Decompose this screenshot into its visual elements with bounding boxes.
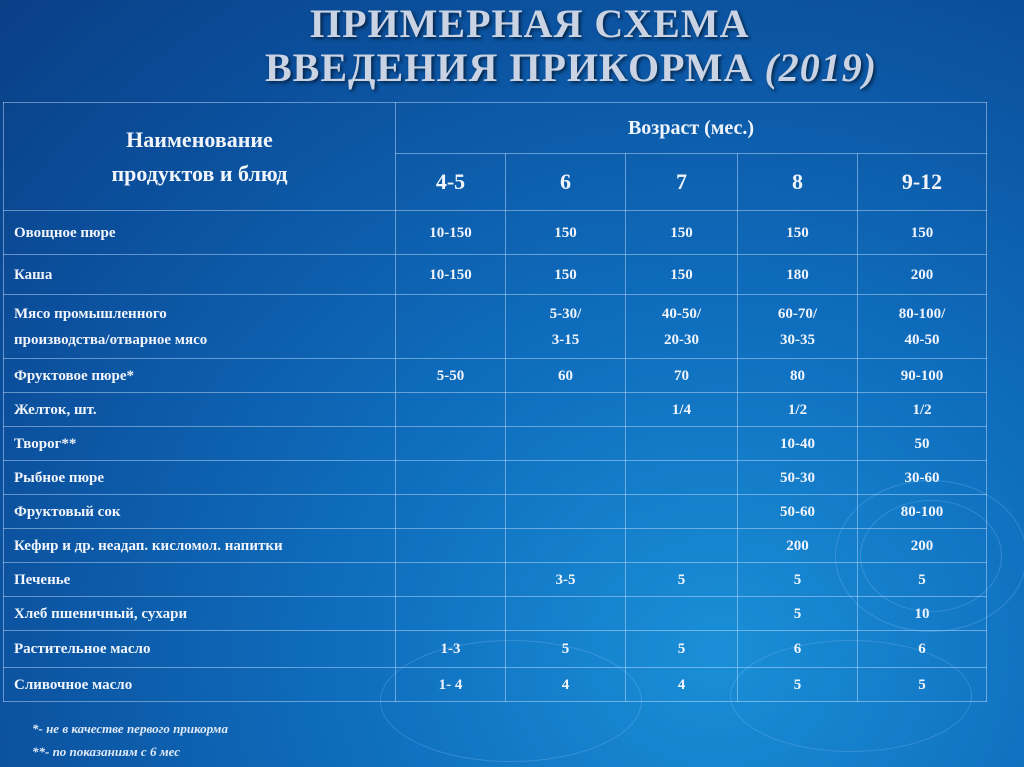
amount-line: 30-35 (780, 331, 815, 348)
amount-cell (858, 393, 987, 427)
product-name-cell (4, 255, 396, 295)
product-name-cell (4, 461, 396, 495)
product-name-line: Печенье (14, 571, 71, 588)
amount-cell (396, 668, 506, 702)
amount-line: 10 (914, 605, 930, 622)
amount-line: 10-150 (429, 266, 472, 283)
amount-line: 150 (554, 266, 577, 283)
amount-cell (738, 295, 858, 359)
table-row (4, 461, 987, 495)
amount-line: 3-15 (551, 331, 580, 348)
amount-cell (506, 359, 626, 393)
product-name-line: Сливочное масло (14, 676, 133, 693)
table-row (4, 427, 987, 461)
amount-line: 80 (790, 367, 805, 384)
table-row (4, 529, 987, 563)
amount-cell (506, 211, 626, 255)
amount-cell (396, 295, 506, 359)
table-row (4, 359, 987, 393)
amount-line: 5 (793, 605, 802, 622)
amount-line: 5 (918, 571, 926, 588)
feeding-schedule-table (3, 102, 987, 702)
product-name-line: Рыбное пюре (14, 469, 105, 486)
amount-cell (506, 427, 626, 461)
amount-line: 20-30 (664, 331, 699, 348)
amount-line: 10-150 (429, 224, 472, 241)
amount-cell (396, 529, 506, 563)
amount-cell (506, 461, 626, 495)
product-name-cell (4, 295, 396, 359)
amount-line: 200 (786, 537, 809, 554)
amount-cell (396, 461, 506, 495)
amount-line: 200 (910, 266, 934, 283)
amount-cell (738, 631, 858, 668)
amount-line: 150 (786, 224, 809, 241)
product-name-cell (4, 668, 396, 702)
amount-line: 5-50 (436, 367, 465, 384)
amount-line: 1/2 (912, 401, 932, 418)
amount-line: 50-30 (780, 469, 815, 486)
amount-cell (626, 563, 738, 597)
amount-line: 3-5 (555, 571, 576, 588)
amount-cell (858, 255, 987, 295)
amount-line: 40-50 (904, 331, 940, 348)
amount-cell (738, 529, 858, 563)
amount-cell (738, 393, 858, 427)
page-title-main: ВВЕДЕНИЯ ПРИКОРМА (265, 45, 765, 90)
amount-line: 5 (677, 641, 686, 657)
amount-cell (396, 427, 506, 461)
amount-cell (626, 461, 738, 495)
page-title-year: (2019) (764, 45, 878, 90)
age-header: Возраст (мес.) (396, 103, 987, 154)
product-name-line: Желток, шт. (14, 401, 97, 418)
amount-line: 150 (670, 266, 693, 283)
amount-line: 1- 4 (438, 676, 463, 693)
amount-cell (858, 211, 987, 255)
age-column-header: 6 (506, 154, 626, 211)
amount-cell (858, 668, 987, 702)
amount-cell (626, 295, 738, 359)
amount-cell (626, 427, 738, 461)
footnote-1: *- не в качестве первого прикорма (32, 721, 228, 736)
amount-cell (738, 563, 858, 597)
amount-cell (738, 461, 858, 495)
amount-cell (626, 668, 738, 702)
age-column-header: 4-5 (396, 154, 506, 211)
amount-cell (506, 563, 626, 597)
amount-cell (626, 631, 738, 668)
amount-cell (858, 359, 987, 393)
product-name-line: Кефир и др. неадап. кисломол. напитки (14, 537, 283, 554)
amount-cell (626, 495, 738, 529)
product-name-line: Творог** (14, 435, 77, 452)
amount-cell (858, 295, 987, 359)
product-name-cell (4, 393, 396, 427)
product-name-cell (4, 631, 396, 668)
product-name-line: Мясо промышленного (14, 305, 167, 322)
amount-cell (396, 597, 506, 631)
amount-cell (626, 529, 738, 563)
product-name-header (4, 103, 396, 211)
amount-line: 5 (793, 571, 802, 588)
product-name-cell (4, 427, 396, 461)
amount-cell (506, 668, 626, 702)
amount-cell (858, 427, 987, 461)
product-name-line: Фруктовый сок (14, 503, 121, 520)
amount-line: 5 (561, 641, 570, 657)
product-name-line: Каша (14, 266, 53, 283)
age-column-header: 7 (626, 154, 738, 211)
product-name-cell (4, 359, 396, 393)
amount-line: 150 (554, 224, 577, 241)
product-name-cell (4, 495, 396, 529)
table-row (4, 597, 987, 631)
table-row (4, 295, 987, 359)
amount-cell (506, 295, 626, 359)
amount-cell (738, 255, 858, 295)
amount-cell (626, 393, 738, 427)
amount-cell (858, 495, 987, 529)
table-row (4, 255, 987, 295)
amount-cell (626, 597, 738, 631)
amount-line: 200 (910, 537, 934, 554)
product-name-cell (4, 563, 396, 597)
page-title-line-1: ПРИМЕРНАЯ СХЕМА (310, 1, 750, 46)
table-row (4, 563, 987, 597)
amount-line: 150 (670, 224, 693, 241)
page-title-line-2 (265, 44, 877, 91)
amount-line: 50 (914, 435, 930, 452)
amount-line: 150 (910, 224, 934, 241)
table-row (4, 668, 987, 702)
product-name-line: Растительное масло (14, 641, 151, 657)
amount-line: 4 (677, 676, 686, 693)
amount-line: 1-3 (440, 641, 461, 657)
amount-line: 180 (786, 266, 809, 283)
amount-line: 5 (677, 571, 686, 588)
amount-cell (738, 211, 858, 255)
amount-line: 60-70/ (777, 305, 818, 322)
amount-line: 80-100/ (898, 305, 946, 322)
amount-cell (396, 211, 506, 255)
amount-cell (858, 597, 987, 631)
header-line: Наименование (126, 126, 273, 152)
amount-line: 10-40 (780, 435, 815, 452)
amount-cell (858, 529, 987, 563)
product-name-line: производства/отварное мясо (14, 331, 208, 348)
amount-cell (506, 495, 626, 529)
table-row (4, 631, 987, 668)
table-row (4, 495, 987, 529)
amount-cell (506, 529, 626, 563)
product-name-cell (4, 597, 396, 631)
amount-line: 6 (918, 641, 926, 657)
amount-cell (738, 597, 858, 631)
amount-cell (858, 461, 987, 495)
amount-line: 5 (793, 676, 802, 693)
amount-line: 50-60 (780, 503, 815, 520)
amount-cell (858, 631, 987, 668)
amount-line: 5-30/ (549, 305, 582, 322)
amount-cell (626, 255, 738, 295)
amount-cell (506, 597, 626, 631)
amount-line: 90-100 (900, 367, 944, 384)
product-name-cell (4, 529, 396, 563)
amount-cell (506, 631, 626, 668)
amount-cell (506, 393, 626, 427)
amount-cell (858, 563, 987, 597)
amount-cell (738, 359, 858, 393)
amount-line: 1/4 (671, 401, 692, 418)
amount-cell (626, 211, 738, 255)
amount-line: 60 (558, 367, 573, 384)
amount-line: 30-60 (904, 469, 940, 486)
amount-cell (396, 359, 506, 393)
product-name-line: Хлеб пшеничный, сухари (14, 605, 188, 622)
amount-cell (738, 668, 858, 702)
product-name-line: Овощное пюре (14, 224, 116, 241)
header-line: продуктов и блюд (111, 160, 288, 186)
amount-line: 70 (674, 367, 689, 384)
product-name-line: Фруктовое пюре* (14, 367, 134, 384)
amount-line: 6 (793, 641, 802, 657)
amount-cell (738, 495, 858, 529)
amount-cell (396, 631, 506, 668)
amount-cell (396, 255, 506, 295)
amount-cell (626, 359, 738, 393)
product-name-cell (4, 211, 396, 255)
amount-cell (396, 495, 506, 529)
amount-cell (738, 427, 858, 461)
age-column-header: 8 (738, 154, 858, 211)
amount-line: 5 (918, 676, 926, 693)
amount-cell (506, 255, 626, 295)
amount-line: 80-100 (900, 503, 944, 520)
amount-line: 40-50/ (661, 305, 702, 322)
amount-cell (396, 563, 506, 597)
amount-cell (396, 393, 506, 427)
footnote-2: **- по показаниям с 6 мес (32, 744, 180, 759)
table-row (4, 393, 987, 427)
age-column-header: 9-12 (858, 154, 987, 211)
amount-line: 1/2 (787, 401, 808, 418)
table-row (4, 211, 987, 255)
amount-line: 4 (561, 676, 570, 693)
